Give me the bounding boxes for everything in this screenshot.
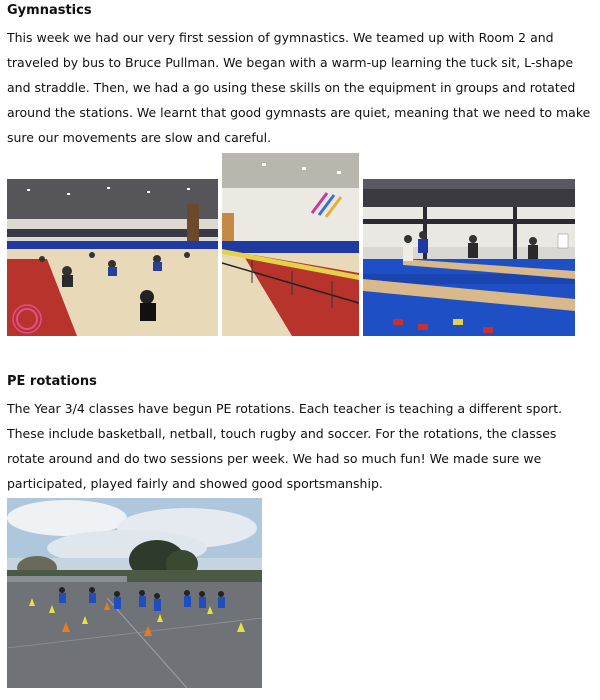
beam-stations-photo <box>363 179 575 336</box>
pe-rotations-heading: PE rotations <box>7 374 97 389</box>
gymnastics-section <box>7 2 593 150</box>
gymnastics-paragraph: This week we had our very first session of gymnastics. We teamed up with Room 2 and traveled by bus to Bruce Pullman. We began with a warm-up learning the tuck sit, L-shape and straddle. Then, we had a go using these skills on the equipment in groups and rotated around the stations. We learnt that good gymnasts are quiet, meaning that we need to make sure our movements are slow and careful. <box>7 30 591 145</box>
pe-rotations-paragraph: The Year 3/4 classes have begun PE rotations. Each teacher is teaching a different sport. These include basketball, netball, touch rugby and soccer. For the rotations, the classes rotate around and do two sessions per week. We had so much fun! We made sure we participated, played fairly and showed good sportsmanship. <box>7 401 563 491</box>
gym-floor-photo <box>7 179 218 336</box>
outdoor-court-photo <box>7 498 262 688</box>
balance-beams-photo <box>222 153 359 336</box>
gymnastics-heading: Gymnastics <box>7 3 92 18</box>
pe-rotations-section <box>7 373 593 496</box>
